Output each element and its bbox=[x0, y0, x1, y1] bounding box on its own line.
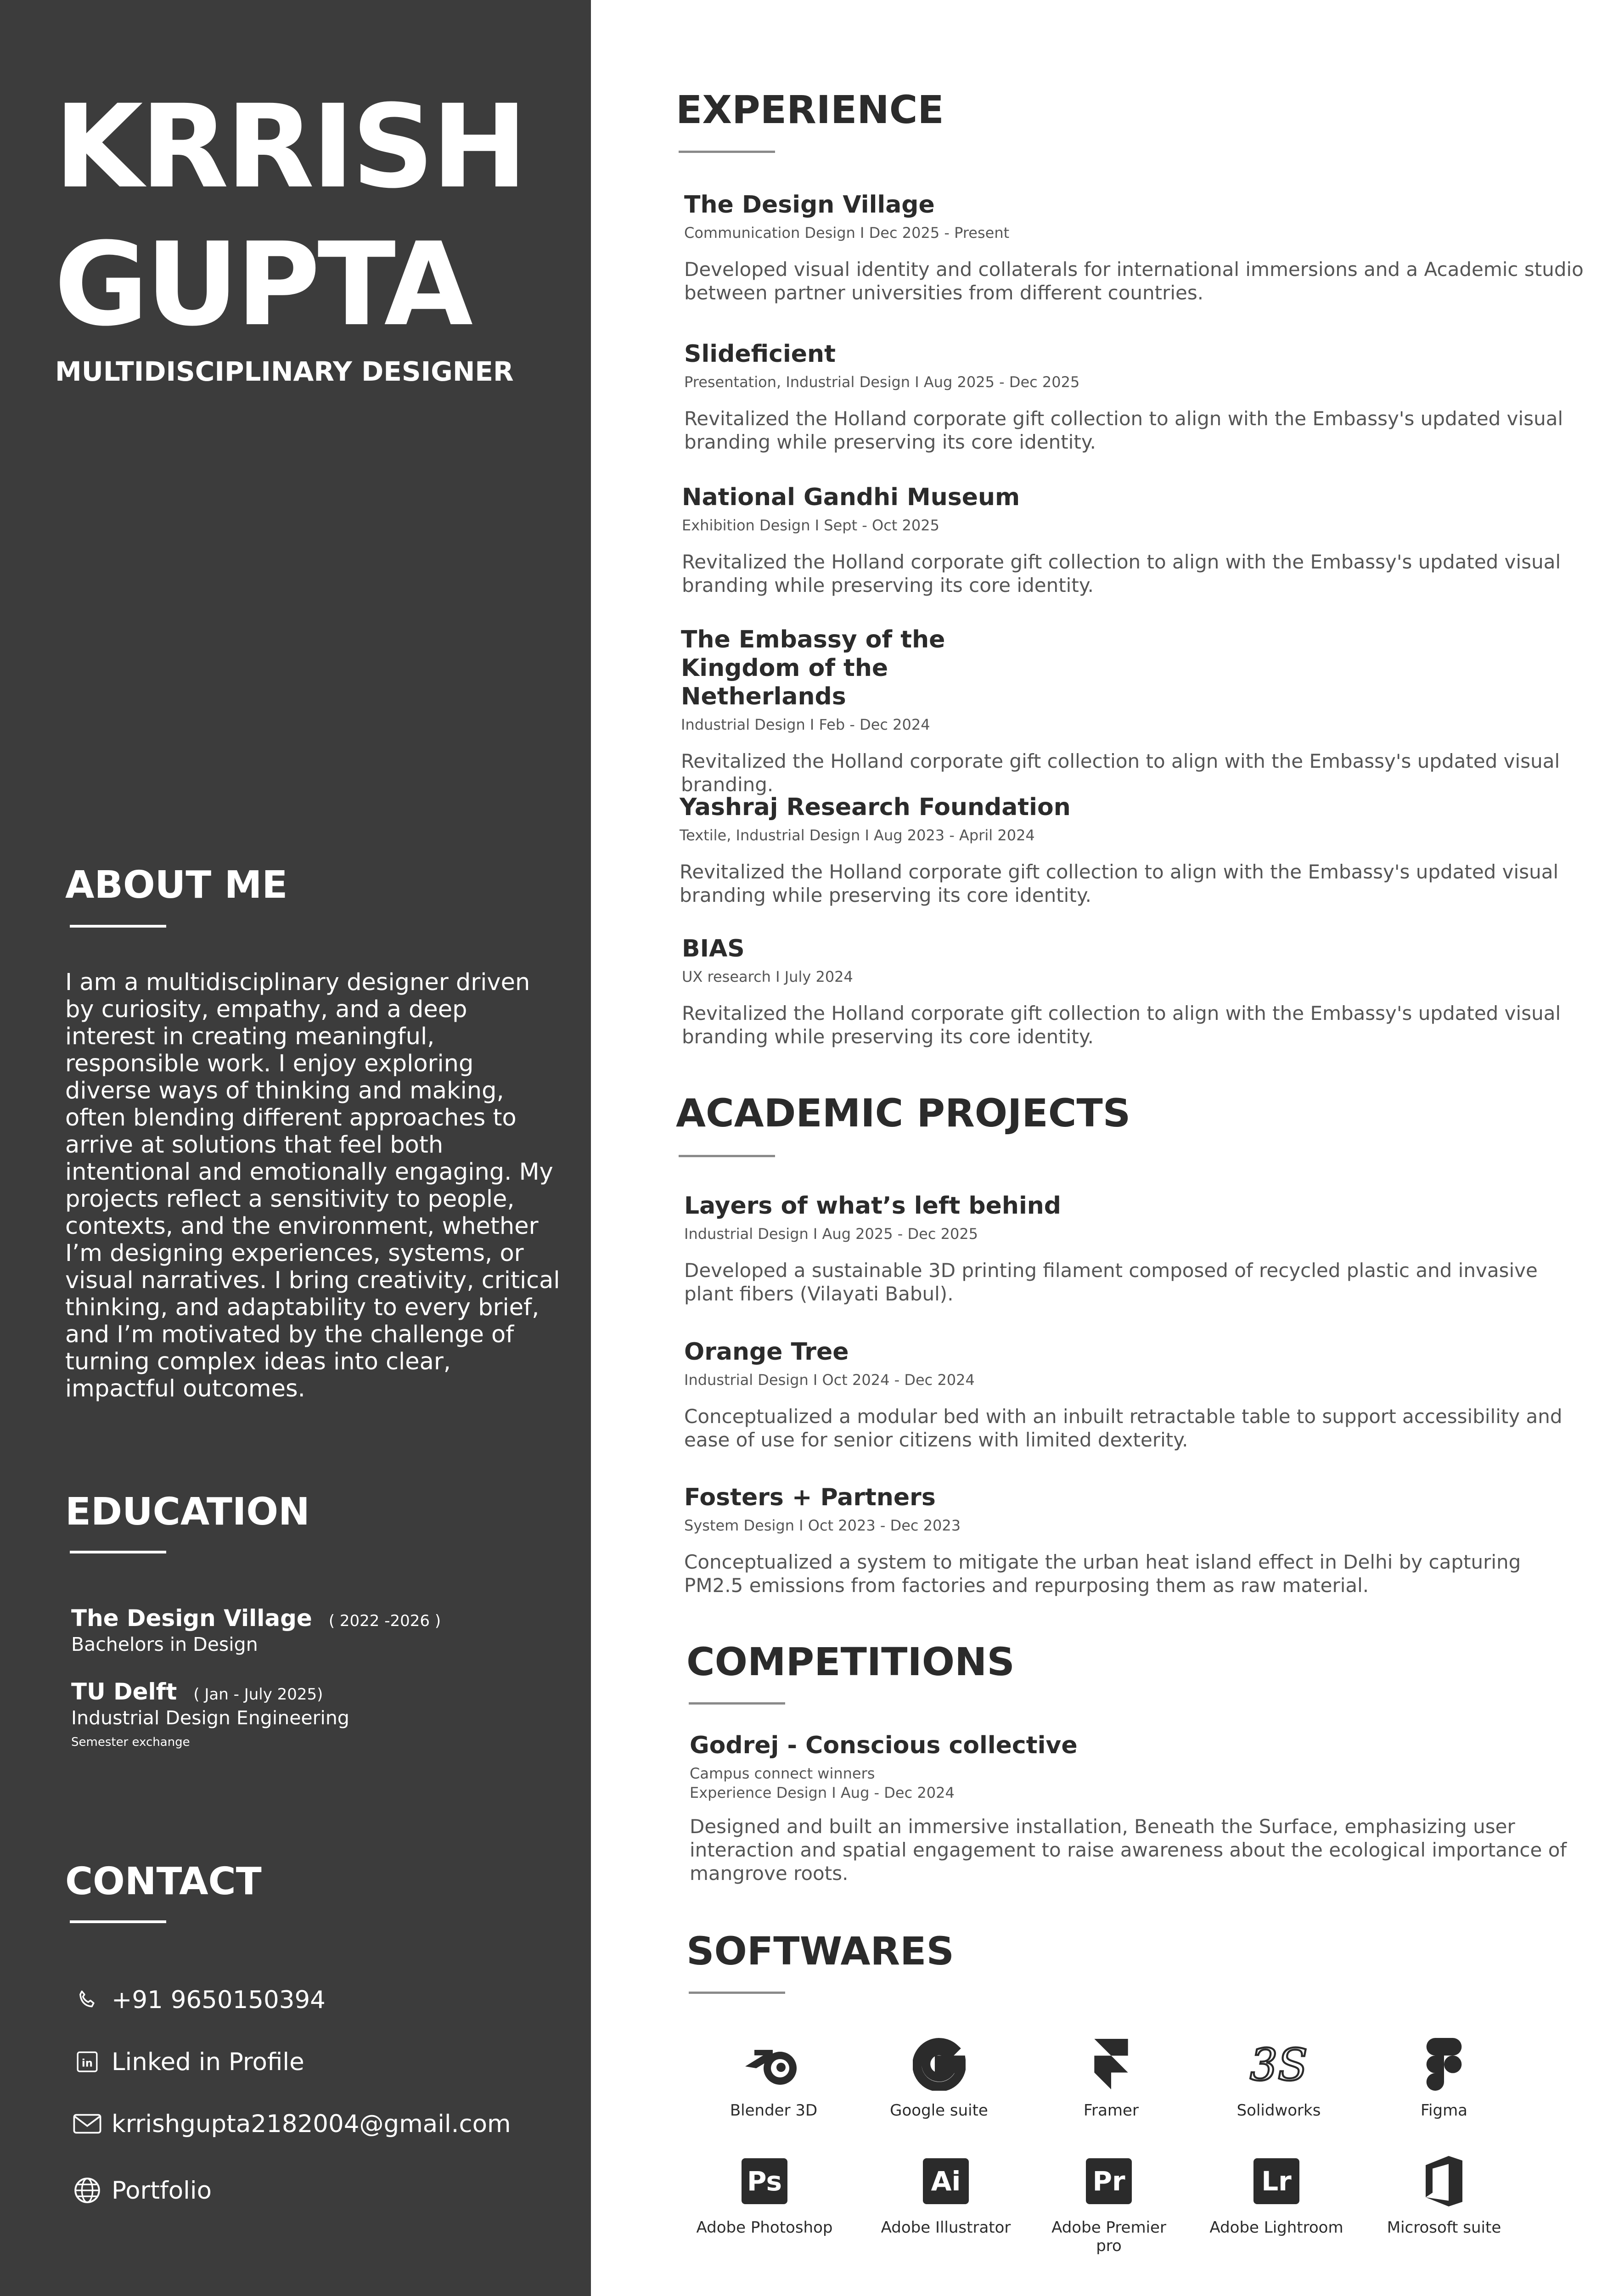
entry-meta: Communication Design I Dec 2025 - Present bbox=[684, 224, 1010, 242]
mail-icon bbox=[71, 2108, 103, 2140]
education-years: ( Jan - July 2025) bbox=[193, 1685, 323, 1704]
experience-rule bbox=[679, 151, 775, 153]
education-school: The Design Village bbox=[71, 1605, 312, 1632]
software-name: Framer bbox=[1084, 2101, 1139, 2120]
academic-entry bbox=[684, 1483, 1584, 1597]
entry-meta: Exhibition Design I Sept - Oct 2025 bbox=[682, 517, 939, 534]
sidebar bbox=[0, 0, 591, 2296]
illustrator-icon: Ai bbox=[923, 2158, 969, 2204]
entry-meta: Textile, Industrial Design I Aug 2023 - April 2024 bbox=[680, 827, 1035, 844]
software-item bbox=[870, 2034, 1008, 2120]
education-years: ( 2022 -2026 ) bbox=[328, 1612, 441, 1630]
last-name: GUPTA bbox=[54, 218, 471, 351]
experience-entry bbox=[684, 340, 1584, 454]
software-item bbox=[1375, 2034, 1513, 2120]
academic-heading: ACADEMIC PROJECTS bbox=[676, 1091, 1131, 1136]
premiere-icon: Pr bbox=[1086, 2158, 1132, 2204]
about-heading: ABOUT ME bbox=[65, 863, 288, 907]
software-name: Adobe Premier pro bbox=[1051, 2218, 1166, 2255]
contact-email[interactable] bbox=[71, 2108, 511, 2140]
google-icon bbox=[870, 2034, 1008, 2094]
about-rule bbox=[70, 925, 166, 928]
software-item bbox=[1042, 2034, 1180, 2120]
experience-entry bbox=[682, 934, 1582, 1048]
education-item bbox=[71, 1678, 349, 1749]
entry-title: Layers of what’s left behind bbox=[684, 1192, 1062, 1220]
softwares-rule bbox=[689, 1992, 785, 1994]
contact-linkedin[interactable] bbox=[71, 2046, 304, 2078]
entry-meta: System Design I Oct 2023 - Dec 2023 bbox=[684, 1517, 961, 1534]
experience-heading: EXPERIENCE bbox=[676, 87, 944, 132]
contact-email-text: krrishgupta2182004@gmail.com bbox=[112, 2110, 511, 2138]
software-name: Blender 3D bbox=[730, 2101, 818, 2120]
framer-icon bbox=[1042, 2034, 1180, 2094]
education-degree: Bachelors in Design bbox=[71, 1633, 258, 1655]
entry-meta: Industrial Design I Aug 2025 - Dec 2025 bbox=[684, 1225, 978, 1243]
solidworks-icon bbox=[1210, 2034, 1348, 2094]
linkedin-icon bbox=[71, 2046, 103, 2078]
experience-entry bbox=[684, 191, 1584, 304]
figma-icon bbox=[1375, 2034, 1513, 2094]
software-name: Solidworks bbox=[1236, 2101, 1321, 2120]
contact-portfolio[interactable] bbox=[71, 2174, 212, 2206]
software-item bbox=[1040, 2151, 1178, 2255]
first-name: KRRISH bbox=[54, 80, 525, 214]
education-rule bbox=[70, 1551, 166, 1553]
entry-desc: Developed a sustainable 3D printing filament composed of recycled plastic and invasive plant fibers (Vilayati Babul). bbox=[684, 1259, 1538, 1305]
contact-portfolio-text: Portfolio bbox=[112, 2176, 212, 2205]
software-item bbox=[877, 2151, 1015, 2237]
competitions-heading: COMPETITIONS bbox=[686, 1639, 1015, 1684]
software-name: Adobe Illustrator bbox=[881, 2218, 1011, 2237]
software-item bbox=[1208, 2151, 1345, 2237]
entry-desc: Revitalized the Holland corporate gift collection to align with the Embassy's updated visual branding while preserving its core identity. bbox=[682, 551, 1561, 597]
entry-title: The Embassy of the Kingdom of the Netherlands bbox=[681, 626, 945, 710]
phone-icon bbox=[71, 1984, 103, 2016]
software-item bbox=[1210, 2034, 1348, 2120]
entry-title: Godrej - Conscious collective bbox=[690, 1732, 1078, 1759]
about-text: I am a multidisciplinary designer driven by curiosity, empathy, and a deep interest in creating meaningful, responsible work. I enjoy exploring diverse ways of thinking and making, often blending different approaches to arrive at solutions that feel both intentional and emotionally engaging. My projects reflect a sensitivity to people, contexts, and the environment, whether I’m designing experiences, systems, or visual narratives. I bring creativity, critical thinking, and adaptability to every brief, and I’m motivated by the challenge of turning complex ideas into clear, impactful outcomes. bbox=[65, 969, 560, 1402]
entry-title: Slideficient bbox=[684, 340, 836, 368]
academic-entry bbox=[684, 1192, 1584, 1306]
entry-meta: Campus connect winners bbox=[690, 1765, 875, 1782]
competitions-rule bbox=[689, 1702, 785, 1705]
software-item bbox=[1375, 2151, 1513, 2237]
entry-title: Orange Tree bbox=[684, 1338, 849, 1366]
role-title: MULTIDISCIPLINARY DESIGNER bbox=[55, 356, 514, 387]
svg-text:in: in bbox=[81, 2057, 93, 2070]
entry-meta: UX research I July 2024 bbox=[682, 968, 853, 985]
photoshop-icon: Ps bbox=[742, 2158, 787, 2204]
entry-desc: Revitalized the Holland corporate gift collection to align with the Embassy's updated visual branding while preserving its core identity. bbox=[684, 407, 1563, 453]
entry-meta: Industrial Design I Feb - Dec 2024 bbox=[681, 716, 930, 733]
entry-desc: Conceptualized a system to mitigate the urban heat island effect in Delhi by capturing PM2.5 emissions from factories and repurposing them as raw material. bbox=[684, 1551, 1521, 1597]
academic-rule bbox=[679, 1155, 775, 1157]
software-name: Google suite bbox=[890, 2101, 988, 2120]
entry-meta: Experience Design I Aug - Dec 2024 bbox=[690, 1784, 955, 1801]
lightroom-icon: Lr bbox=[1253, 2158, 1299, 2204]
contact-heading: CONTACT bbox=[65, 1860, 262, 1903]
blender-icon bbox=[705, 2034, 843, 2094]
entry-title: The Design Village bbox=[684, 191, 935, 219]
contact-phone-text: +91 9650150394 bbox=[112, 1986, 326, 2014]
entry-desc: Revitalized the Holland corporate gift collection to align with the Embassy's updated visual branding while preserving its core identity. bbox=[680, 861, 1559, 906]
experience-entry bbox=[682, 483, 1582, 597]
education-item bbox=[71, 1605, 441, 1655]
education-heading: EDUCATION bbox=[65, 1490, 310, 1534]
entry-title: Fosters + Partners bbox=[684, 1484, 936, 1511]
softwares-heading: SOFTWARES bbox=[686, 1929, 955, 1974]
experience-entry bbox=[680, 793, 1579, 907]
contact-linkedin-text: Linked in Profile bbox=[112, 2048, 304, 2076]
software-name: Adobe Lightroom bbox=[1209, 2218, 1343, 2237]
academic-entry bbox=[684, 1338, 1584, 1452]
competition-entry bbox=[690, 1731, 1590, 1885]
entry-title: National Gandhi Museum bbox=[682, 484, 1020, 511]
entry-desc: Developed visual identity and collaterals for international immersions and a Academic studio between partner universities from different countries. bbox=[684, 258, 1584, 304]
entry-desc: Revitalized the Holland corporate gift collection to align with the Embassy's updated visual branding. bbox=[681, 750, 1560, 796]
education-school: TU Delft bbox=[71, 1678, 177, 1705]
entry-desc: Designed and built an immersive installation, Beneath the Surface, emphasizing user interaction and spatial engagement to raise awareness about the ecological importance of mangrove roots. bbox=[690, 1815, 1567, 1885]
entry-title: Yashraj Research Foundation bbox=[680, 793, 1071, 821]
software-name: Adobe Photoshop bbox=[696, 2218, 833, 2237]
contact-rule bbox=[70, 1920, 166, 1923]
entry-desc: Conceptualized a modular bed with an inbuilt retractable table to support accessibility and ease of use for senior citizens with limited dexterity. bbox=[684, 1405, 1562, 1451]
software-item bbox=[705, 2034, 843, 2120]
software-name: Figma bbox=[1420, 2101, 1468, 2120]
globe-icon bbox=[71, 2174, 103, 2206]
experience-entry bbox=[681, 625, 1581, 796]
entry-title: BIAS bbox=[682, 935, 745, 962]
entry-desc: Revitalized the Holland corporate gift collection to align with the Embassy's updated visual branding while preserving its core identity. bbox=[682, 1002, 1561, 1048]
contact-phone[interactable] bbox=[71, 1984, 326, 2016]
education-degree: Industrial Design Engineering bbox=[71, 1707, 349, 1729]
software-name: Microsoft suite bbox=[1387, 2218, 1501, 2237]
candidate-name bbox=[54, 78, 525, 354]
office-icon bbox=[1375, 2151, 1513, 2211]
entry-meta: Presentation, Industrial Design I Aug 2025 - Dec 2025 bbox=[684, 373, 1080, 391]
entry-meta: Industrial Design I Oct 2024 - Dec 2024 bbox=[684, 1371, 975, 1389]
software-item bbox=[696, 2151, 833, 2237]
svg-text:3S: 3S bbox=[1250, 2040, 1308, 2089]
education-note: Semester exchange bbox=[71, 1735, 190, 1749]
